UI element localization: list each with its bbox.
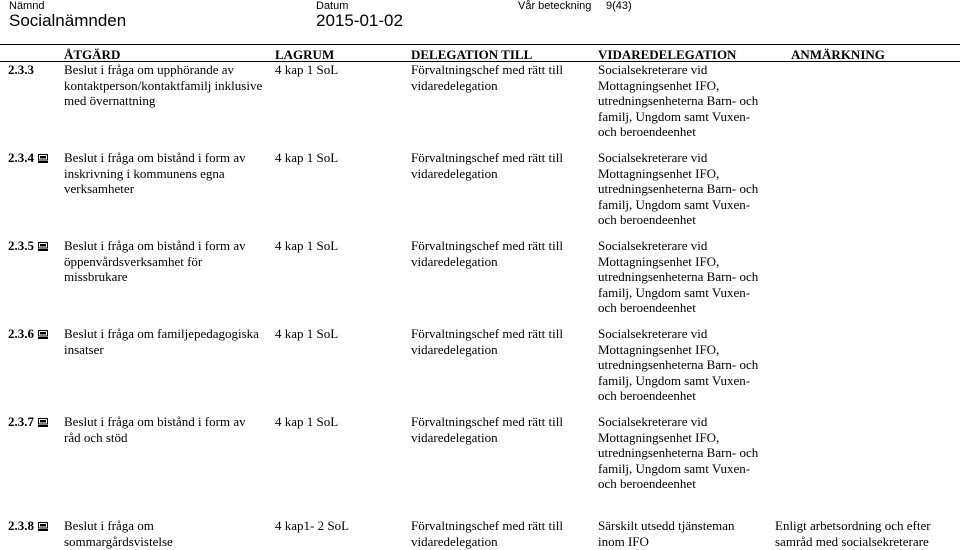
row-delegation-line: Förvaltningschef med rätt till bbox=[411, 238, 563, 253]
row-vidare-line: utredningsenheterna Barn- och bbox=[598, 93, 759, 108]
row-lagrum-line: 4 kap 1 SoL bbox=[275, 62, 339, 77]
namnd-label: Nämnd bbox=[9, 0, 45, 12]
row-atgard-cell bbox=[64, 150, 246, 197]
row-atgard-line: Beslut i fråga om bistånd i form av bbox=[64, 238, 246, 253]
row-vidare-line: familj, Ungdom samt Vuxen- bbox=[598, 460, 751, 476]
table-top-rule bbox=[0, 44, 960, 45]
row-number-text: 2.3.6 bbox=[8, 326, 34, 341]
row-delegation-line: vidaredelegation bbox=[411, 533, 498, 549]
namnd-value: Socialnämnden bbox=[9, 11, 127, 30]
row-number bbox=[8, 518, 48, 534]
computer-icon bbox=[38, 154, 48, 163]
row-vidare-line: och beroendeenhet bbox=[598, 124, 696, 139]
row-vidare-line: Socialsekreterare vid bbox=[598, 150, 708, 165]
computer-icon bbox=[38, 242, 48, 251]
row-anmarkning-cell bbox=[775, 518, 931, 549]
row-lagrum-cell bbox=[275, 150, 338, 166]
col-anmarkning: ANMÄRKNING bbox=[791, 47, 885, 62]
row-vidare-line: familj, Ungdom samt Vuxen- bbox=[598, 372, 751, 388]
row-vidare-line: Mottagningsenhet IFO, bbox=[598, 165, 720, 181]
row-lagrum-line: 4 kap 1 SoL bbox=[275, 150, 339, 165]
datum-value: 2015-01-02 bbox=[316, 11, 403, 30]
row-delegation-cell bbox=[411, 326, 563, 357]
row-vidare-line: utredningsenheterna Barn- och bbox=[598, 269, 759, 284]
row-lagrum-line: 4 kap 1 SoL bbox=[275, 238, 339, 253]
row-vidare-cell bbox=[598, 150, 758, 228]
row-lagrum-line: 4 kap 1 SoL bbox=[275, 414, 339, 429]
row-vidare-line: och beroendeenhet bbox=[598, 388, 696, 403]
row-vidare-line: familj, Ungdom samt Vuxen- bbox=[598, 284, 751, 300]
row-delegation-cell bbox=[411, 238, 563, 269]
row-anmarkning-line: Enligt arbetsordning och efter bbox=[775, 518, 931, 533]
row-atgard-line: Beslut i fråga om upphörande av bbox=[64, 62, 235, 77]
row-vidare-line: Mottagningsenhet IFO, bbox=[598, 253, 720, 269]
datum-label: Datum bbox=[316, 0, 349, 12]
row-atgard-cell bbox=[64, 414, 246, 445]
row-vidare-line: Socialsekreterare vid bbox=[598, 62, 708, 77]
row-vidare-line: och beroendeenhet bbox=[598, 476, 696, 491]
row-lagrum-cell bbox=[275, 414, 338, 430]
row-vidare-cell bbox=[598, 62, 758, 140]
row-vidare-line: utredningsenheterna Barn- och bbox=[598, 181, 759, 196]
row-atgard-line: sommargårdsvistelse bbox=[64, 533, 173, 549]
row-vidare-cell bbox=[598, 518, 734, 549]
row-lagrum-line: 4 kap1- 2 SoL bbox=[275, 518, 350, 533]
row-atgard-line: Beslut i fråga om bistånd i form av bbox=[64, 150, 246, 165]
col-vidaredelegation: VIDAREDELEGATION bbox=[598, 47, 737, 62]
row-delegation-line: vidaredelegation bbox=[411, 77, 498, 93]
row-vidare-line: Socialsekreterare vid bbox=[598, 326, 708, 341]
page-number: 9(43) bbox=[606, 0, 632, 12]
row-number-text: 2.3.5 bbox=[8, 238, 34, 253]
row-number-text: 2.3.8 bbox=[8, 518, 34, 533]
row-vidare-line: Mottagningsenhet IFO, bbox=[598, 77, 720, 93]
row-number bbox=[8, 150, 48, 166]
row-anmarkning-line: samråd med socialsekreterare bbox=[775, 533, 929, 549]
row-atgard-cell bbox=[64, 238, 246, 285]
row-atgard-line: Beslut i fråga om bistånd i form av bbox=[64, 414, 246, 429]
row-delegation-line: vidaredelegation bbox=[411, 341, 498, 357]
row-atgard-cell bbox=[64, 518, 173, 549]
col-atgard: ÅTGÄRD bbox=[64, 47, 121, 62]
row-atgard-line: Beslut i fråga om bbox=[64, 518, 154, 533]
row-number bbox=[8, 326, 48, 342]
row-atgard-line: öppenvårdsverksamhet för bbox=[64, 253, 203, 269]
row-number-text: 2.3.7 bbox=[8, 414, 34, 429]
row-atgard-line: insatser bbox=[64, 341, 104, 357]
col-lagrum: LAGRUM bbox=[275, 47, 335, 62]
row-atgard-line: råd och stöd bbox=[64, 429, 128, 445]
row-delegation-cell bbox=[411, 150, 563, 181]
row-number bbox=[8, 62, 34, 78]
row-lagrum-line: 4 kap 1 SoL bbox=[275, 326, 339, 341]
row-vidare-cell bbox=[598, 326, 758, 404]
row-delegation-cell bbox=[411, 62, 563, 93]
row-number-text: 2.3.3 bbox=[8, 62, 34, 77]
row-lagrum-cell bbox=[275, 62, 338, 78]
row-vidare-line: utredningsenheterna Barn- och bbox=[598, 357, 759, 372]
row-atgard-line: inskrivning i kommunens egna bbox=[64, 165, 225, 181]
row-number bbox=[8, 414, 48, 430]
row-delegation-cell bbox=[411, 414, 563, 445]
row-vidare-cell bbox=[598, 414, 758, 492]
row-delegation-line: Förvaltningschef med rätt till bbox=[411, 326, 563, 341]
computer-icon bbox=[38, 330, 48, 339]
row-vidare-line: utredningsenheterna Barn- och bbox=[598, 445, 759, 460]
row-vidare-line: Socialsekreterare vid bbox=[598, 238, 708, 253]
row-atgard-line: kontaktperson/kontaktfamilj inklusive bbox=[64, 77, 263, 93]
row-delegation-line: Förvaltningschef med rätt till bbox=[411, 62, 563, 77]
row-atgard-line: med övernattning bbox=[64, 93, 156, 108]
row-vidare-line: Mottagningsenhet IFO, bbox=[598, 429, 720, 445]
row-delegation-line: Förvaltningschef med rätt till bbox=[411, 150, 563, 165]
row-lagrum-cell bbox=[275, 326, 338, 342]
row-vidare-line: och beroendeenhet bbox=[598, 300, 696, 315]
row-vidare-line: Socialsekreterare vid bbox=[598, 414, 708, 429]
row-vidare-line: familj, Ungdom samt Vuxen- bbox=[598, 108, 751, 124]
row-atgard-line: Beslut i fråga om familjepedagogiska bbox=[64, 326, 259, 341]
row-vidare-line: Särskilt utsedd tjänsteman bbox=[598, 518, 735, 533]
col-delegation: DELEGATION TILL bbox=[411, 47, 533, 62]
row-vidare-line: familj, Ungdom samt Vuxen- bbox=[598, 196, 751, 212]
row-vidare-cell bbox=[598, 238, 758, 316]
row-vidare-line: Mottagningsenhet IFO, bbox=[598, 341, 720, 357]
row-atgard-cell bbox=[64, 326, 259, 357]
beteckning-label: Vår beteckning bbox=[518, 0, 592, 12]
row-lagrum-cell bbox=[275, 238, 338, 254]
row-delegation-line: vidaredelegation bbox=[411, 253, 498, 269]
row-vidare-line: och beroendeenhet bbox=[598, 212, 696, 227]
row-number bbox=[8, 238, 48, 254]
row-atgard-line: verksamheter bbox=[64, 181, 135, 196]
row-vidare-line: inom IFO bbox=[598, 533, 649, 549]
row-delegation-line: vidaredelegation bbox=[411, 429, 498, 445]
row-atgard-line: missbrukare bbox=[64, 269, 128, 284]
computer-icon bbox=[38, 522, 48, 531]
row-delegation-line: Förvaltningschef med rätt till bbox=[411, 414, 563, 429]
row-delegation-line: Förvaltningschef med rätt till bbox=[411, 518, 563, 533]
row-number-text: 2.3.4 bbox=[8, 150, 34, 165]
row-lagrum-cell bbox=[275, 518, 349, 534]
computer-icon bbox=[38, 418, 48, 427]
row-atgard-cell bbox=[64, 62, 262, 109]
row-delegation-line: vidaredelegation bbox=[411, 165, 498, 181]
row-delegation-cell bbox=[411, 518, 563, 549]
